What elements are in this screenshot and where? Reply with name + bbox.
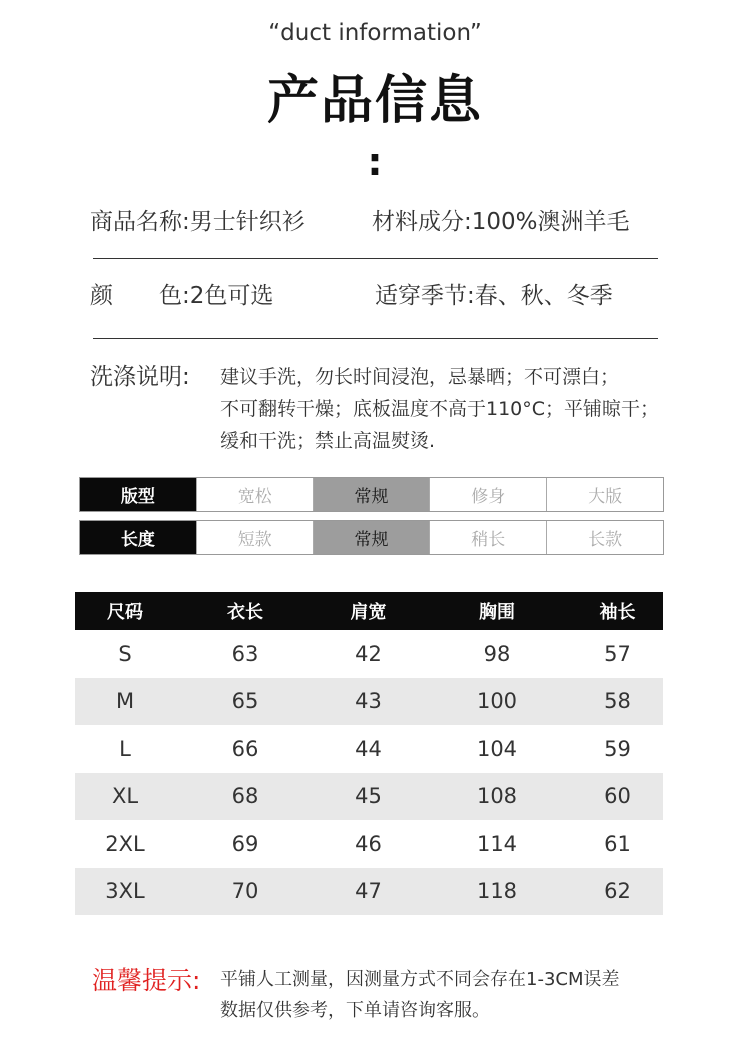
wash-line: 不可翻转干燥；底板温度不高于110°C；平铺晾干； [220,398,660,420]
fit-option-oversize: 大版 [546,478,663,511]
length-option-short: 短款 [196,521,313,554]
size-table-header [75,592,663,630]
cell-shoulder: 46 [355,831,382,856]
info-material [372,203,630,236]
length-option-long: 长款 [546,521,663,554]
info-name [90,203,305,236]
cell-length: 69 [231,831,259,856]
cell-length: 63 [231,641,259,666]
cell-shoulder: 44 [355,736,382,761]
color-value: 2色可选 [189,283,274,309]
table-row [75,773,663,821]
table-row [75,868,663,916]
cell-chest: 98 [483,641,511,666]
cell-shoulder: 45 [355,784,382,809]
table-row [75,725,663,773]
title-colon: : [367,140,383,184]
tip-line: 平铺人工测量，因测量方式不同会存在1-3CM误差 [220,969,620,990]
cell-size: XL [111,784,139,809]
divider [93,338,658,339]
cell-size: M [115,689,135,714]
header-chest: 胸围 [479,602,515,623]
material-label: 材料成分: [372,209,472,235]
info-season [375,277,613,310]
cell-length: 66 [231,736,259,761]
wash-line: 缓和干洗；禁止高温熨烫. [220,430,436,452]
length-option-regular: 常规 [313,521,430,554]
color-label: 颜 色: [90,283,190,309]
tip-label: 温馨提示: [92,966,201,995]
season-value: 春、秋、冬季 [474,283,613,309]
cell-sleeve: 57 [604,641,631,666]
cell-sleeve: 62 [604,879,631,904]
name-value: 男士针织衫 [189,209,305,235]
header-sleeve: 袖长 [599,602,636,623]
cell-size: 3XL [105,879,145,904]
cell-chest: 108 [476,784,518,809]
cell-shoulder: 42 [355,641,382,666]
cell-length: 70 [231,879,259,904]
size-table [75,592,663,915]
cell-sleeve: 58 [604,689,631,714]
cell-size: S [118,641,132,666]
material-value: 100%澳洲羊毛 [471,209,630,235]
cell-length: 65 [231,689,259,714]
fit-option-regular: 常规 [313,478,430,511]
cell-sleeve: 61 [604,831,631,856]
info-color [90,277,273,310]
cell-sleeve: 59 [604,736,631,761]
table-row [75,820,663,868]
cell-chest: 100 [476,689,518,714]
table-row [75,630,663,678]
table-row [75,678,663,726]
cell-chest: 114 [476,831,518,856]
fit-option-row [79,477,664,512]
subtitle: “duct information” [268,20,482,46]
season-label: 适穿季节: [375,283,475,309]
cell-chest: 118 [476,879,518,904]
fit-option-loose: 宽松 [196,478,313,511]
length-option-row [79,520,664,555]
cell-chest: 104 [476,736,518,761]
page-title: 产品信息 [266,71,483,131]
cell-shoulder: 47 [355,879,382,904]
fit-option-header: 版型 [80,478,196,511]
cell-shoulder: 43 [355,689,382,714]
divider [93,258,658,259]
cell-size: L [119,736,131,761]
header-size: 尺码 [107,602,143,623]
tip-text [220,964,620,1026]
header-length: 衣长 [227,602,263,623]
wash-instructions [220,361,659,457]
length-option-header: 长度 [80,521,196,554]
cell-length: 68 [231,784,259,809]
cell-size: 2XL [105,831,145,856]
tip-line: 数据仅供参考，下单请咨询客服。 [220,1000,490,1021]
length-option-slightly-long: 稍长 [429,521,546,554]
wash-label: 洗涤说明: [90,364,190,390]
name-label: 商品名称: [90,209,190,235]
fit-option-slim: 修身 [429,478,546,511]
header-shoulder: 肩宽 [350,602,387,623]
wash-line: 建议手洗，勿长时间浸泡，忌暴晒；不可漂白； [220,366,620,388]
cell-sleeve: 60 [604,784,631,809]
